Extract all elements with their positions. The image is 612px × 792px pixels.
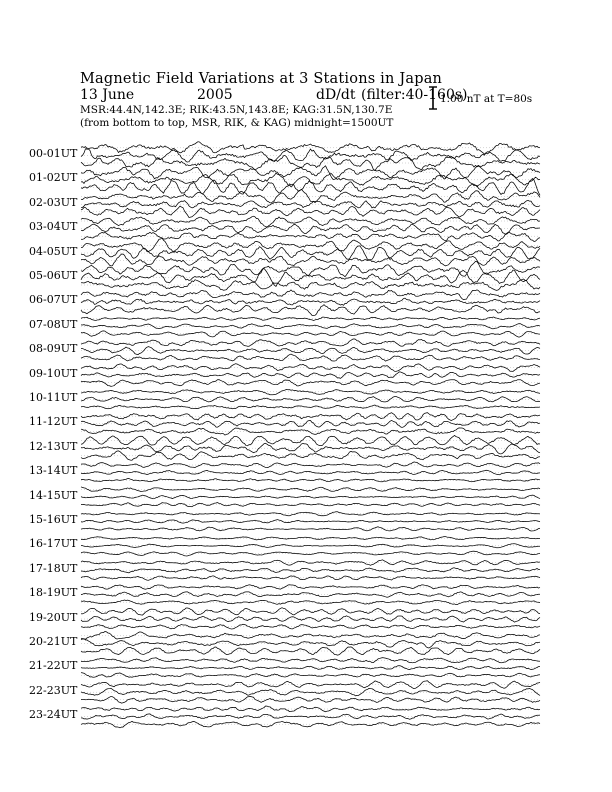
- trace-msr: [81, 503, 540, 507]
- trace-msr: [81, 279, 540, 290]
- hour-label: 13-14UT: [29, 464, 78, 478]
- trace-msr: [81, 331, 540, 337]
- hour-label: 22-23UT: [29, 683, 78, 697]
- trace-kag: [81, 189, 540, 203]
- trace-kag: [81, 413, 540, 421]
- trace-kag: [81, 216, 540, 227]
- hour-label: 08-09UT: [29, 342, 78, 356]
- trace-kag: [81, 537, 540, 540]
- hour-label: 06-07UT: [29, 293, 78, 307]
- hour-label: 00-01UT: [29, 147, 78, 160]
- date-label: 13 June: [80, 87, 135, 103]
- trace-msr: [81, 673, 540, 678]
- trace-msr: [81, 354, 540, 361]
- hour-label: 05-06UT: [29, 269, 78, 282]
- hour-label: 04-05UT: [29, 244, 78, 258]
- trace-kag: [81, 512, 540, 516]
- trace-rik: [81, 520, 540, 524]
- trace-kag: [81, 290, 540, 300]
- trace-msr: [81, 721, 540, 727]
- hour-label: 03-04UT: [29, 220, 78, 234]
- filter-label: (filter:40-160s): [361, 87, 468, 103]
- trace-kag: [81, 462, 540, 468]
- trace-kag: [81, 317, 540, 321]
- hour-label: 23-24UT: [29, 708, 78, 722]
- trace-msr: [81, 232, 540, 242]
- stations-label: MSR:44.4N,142.3E; RIK:43.5N,143.8E; KAG:31.5N,130.7E: [80, 104, 393, 116]
- trace-kag: [81, 631, 540, 639]
- trace-kag: [81, 585, 540, 589]
- hour-label: 01-02UT: [29, 171, 78, 185]
- year-label: 2005: [197, 87, 233, 103]
- trace-rik: [81, 544, 540, 548]
- trace-kag: [81, 165, 540, 179]
- trace-rik: [81, 470, 540, 475]
- hour-label: 14-15UT: [29, 488, 78, 502]
- trace-msr: [81, 380, 540, 387]
- hour-label: 20-21UT: [29, 635, 78, 648]
- trace-rik: [81, 396, 540, 401]
- hour-label: 15-16UT: [29, 513, 78, 526]
- hour-label: 12-13UT: [29, 439, 78, 453]
- trace-msr: [81, 405, 540, 409]
- trace-msr: [81, 576, 540, 581]
- hour-label: 18-19UT: [29, 586, 78, 600]
- hour-label: 02-03UT: [29, 195, 78, 209]
- order-note: (from bottom to top, MSR, RIK, & KAG) midnight=1500UT: [80, 117, 394, 129]
- trace-kag: [81, 261, 540, 276]
- hour-label: 07-08UT: [29, 317, 78, 331]
- trace-kag: [81, 238, 540, 252]
- hour-label: 10-11UT: [29, 391, 78, 404]
- trace-rik: [81, 443, 540, 454]
- hour-label: 19-20UT: [29, 610, 78, 624]
- hour-label: 16-17UT: [29, 537, 78, 551]
- trace-kag: [81, 390, 540, 395]
- hour-label: 17-18UT: [29, 561, 78, 575]
- chart-title: Magnetic Field Variations at 3 Stations in Japan: [80, 71, 443, 87]
- hour-label: 09-10UT: [29, 366, 78, 380]
- hour-label: 21-22UT: [29, 659, 78, 673]
- trace-msr: [81, 254, 540, 266]
- trace-msr: [81, 451, 540, 460]
- quantity-label: dD/dt: [316, 87, 356, 103]
- trace-rik: [81, 148, 540, 162]
- trace-kag: [81, 339, 540, 346]
- scale-label: 1.00 nT at T=80s: [440, 93, 533, 105]
- trace-msr: [81, 178, 540, 195]
- trace-msr: [81, 428, 540, 435]
- trace-kag: [81, 706, 540, 712]
- trace-rik: [81, 224, 540, 234]
- trace-kag: [81, 487, 540, 492]
- trace-msr: [81, 305, 540, 316]
- hour-label: 11-12UT: [29, 415, 78, 429]
